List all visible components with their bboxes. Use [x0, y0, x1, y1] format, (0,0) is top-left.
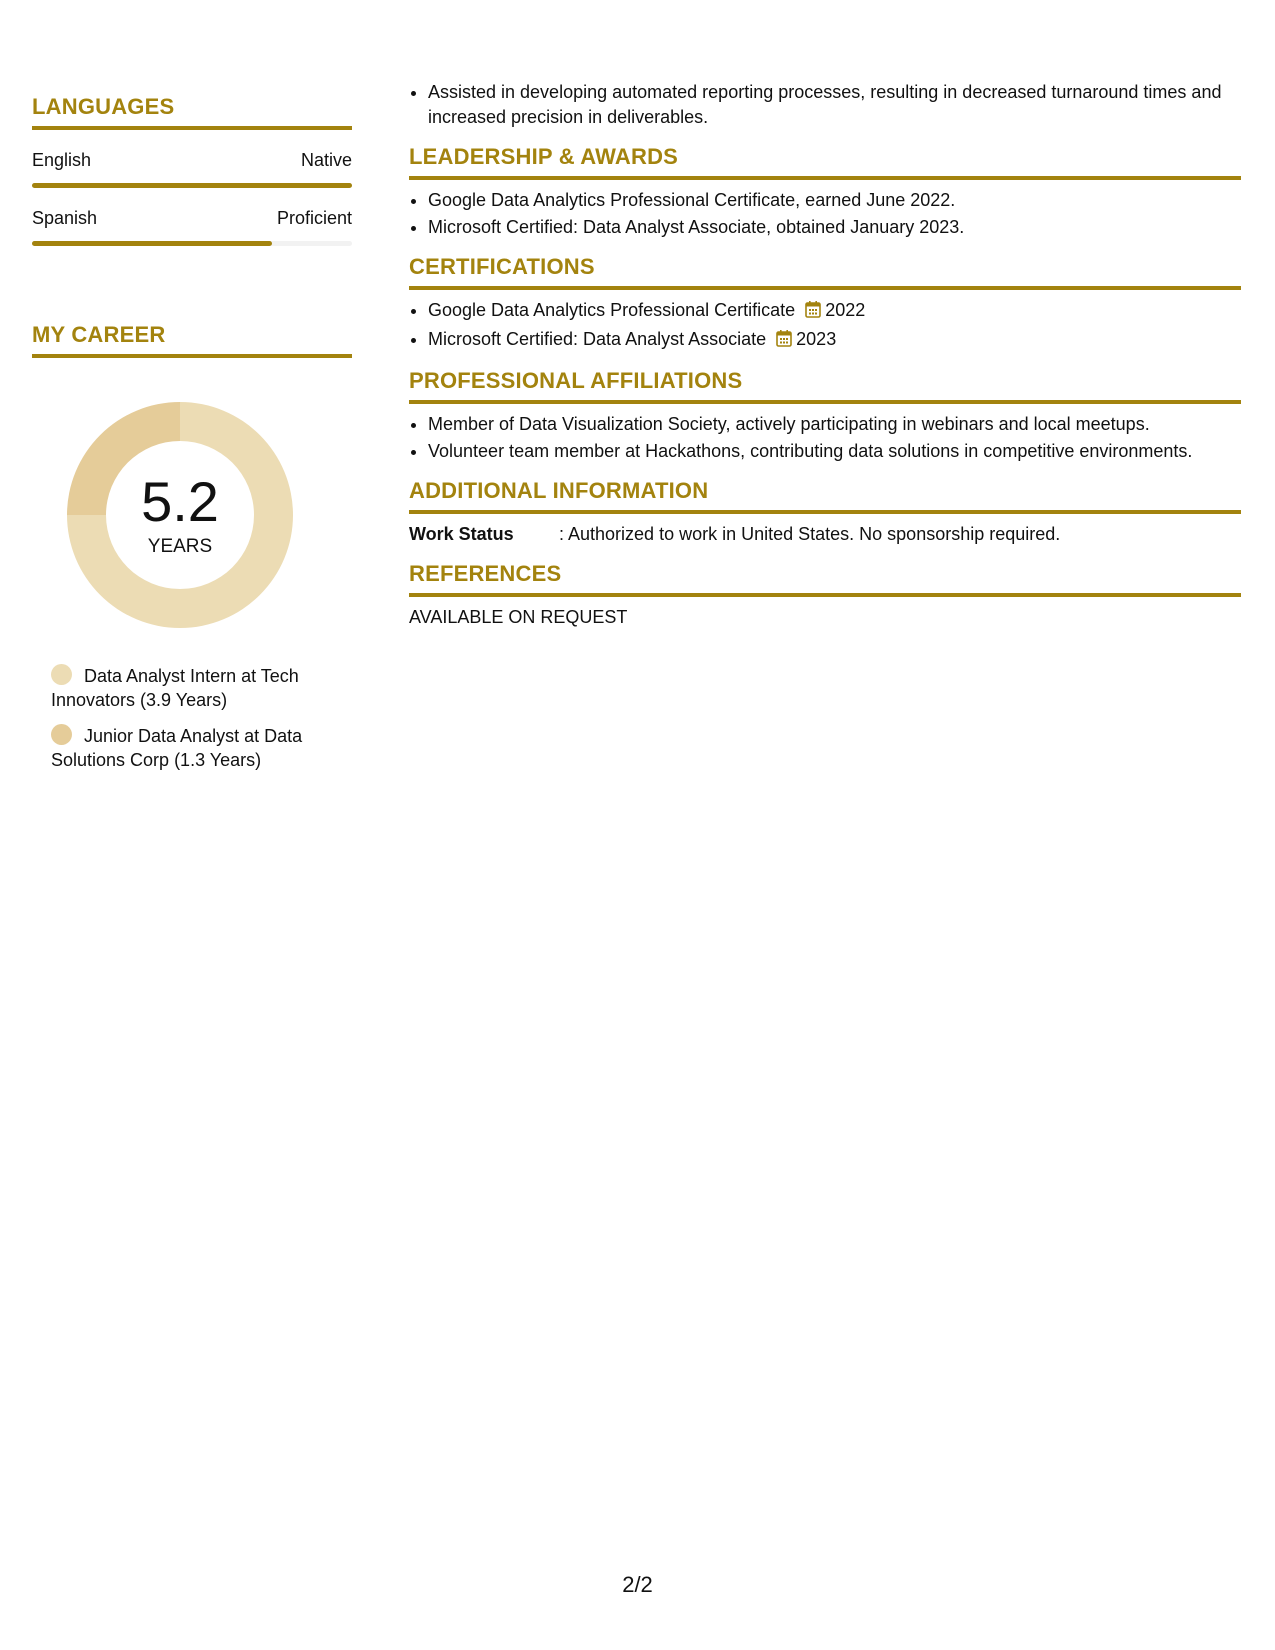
affiliations-section [409, 368, 1241, 464]
calendar-icon [805, 300, 821, 325]
leadership-title: LEADERSHIP & AWARDS [409, 144, 1241, 180]
affiliations-list [409, 412, 1241, 464]
list-item: • Volunteer team member at Hackathons, contributing data solutions in competitive environments. [428, 439, 1241, 464]
career-donut-center [67, 402, 293, 628]
language-item-spanish [32, 208, 352, 246]
career-title: MY CAREER [32, 322, 352, 358]
list-item [428, 298, 1241, 325]
work-status-label: Work Status [409, 524, 514, 544]
language-name: Spanish [32, 208, 98, 228]
languages-title: LANGUAGES [32, 94, 352, 130]
list-item: • Google Data Analytics Professional Certificate, earned June 2022. [428, 188, 1241, 213]
career-legend-item [51, 664, 341, 712]
career-role-label: Data Analyst Intern at Tech Innovators (3.9 Years) [51, 666, 299, 710]
right-column [409, 80, 1241, 630]
additional-title: ADDITIONAL INFORMATION [409, 478, 1241, 514]
references-text: AVAILABLE ON REQUEST [409, 607, 628, 627]
certifications-title: CERTIFICATIONS [409, 254, 1241, 290]
certifications-list [409, 298, 1241, 354]
references-section [409, 561, 1241, 630]
certification-name: Google Data Analytics Professional Certificate [428, 300, 796, 320]
legend-dot [51, 664, 72, 685]
language-proficiency-fill [32, 241, 272, 246]
leadership-section [409, 144, 1241, 240]
certification-year: 2023 [796, 329, 837, 349]
language-proficiency-bar [32, 183, 352, 188]
career-legend-item [51, 724, 341, 772]
certification-year: 2022 [825, 300, 866, 320]
career-total-years: 5.2 [141, 470, 219, 533]
list-item: • Member of Data Visualization Society, actively participating in webinars and local meetups. [428, 412, 1241, 437]
affiliations-title: PROFESSIONAL AFFILIATIONS [409, 368, 1241, 404]
career-donut-chart [67, 402, 293, 628]
left-column [32, 94, 352, 784]
work-status-value: : Authorized to work in United States. No sponsorship required. [559, 524, 1061, 544]
certifications-section [409, 254, 1241, 354]
page-number: 2/2 [622, 1572, 653, 1597]
language-item-english [32, 150, 352, 188]
language-proficiency-bar [32, 241, 352, 246]
list-item: • Assisted in developing automated reporting processes, resulting in decreased turnaround times and increased precision in deliverables. [428, 80, 1241, 130]
references-title: REFERENCES [409, 561, 1241, 597]
language-proficiency-fill [32, 183, 352, 188]
language-level: Proficient [276, 208, 352, 228]
certification-name: Microsoft Certified: Data Analyst Associate [428, 329, 767, 349]
language-name: English [32, 150, 92, 170]
career-years-unit: YEARS [147, 536, 213, 557]
list-item: • Microsoft Certified: Data Analyst Associate, obtained January 2023. [428, 215, 1241, 240]
leadership-list [409, 188, 1241, 240]
language-level: Native [300, 150, 352, 170]
calendar-icon [776, 329, 792, 354]
work-status-row [409, 522, 1241, 547]
experience-continued-list [409, 80, 1241, 130]
career-legend [51, 664, 341, 772]
career-role-label: Junior Data Analyst at Data Solutions Corp (1.3 Years) [51, 726, 303, 770]
additional-section [409, 478, 1241, 547]
list-item [428, 327, 1241, 354]
legend-dot [51, 724, 72, 745]
